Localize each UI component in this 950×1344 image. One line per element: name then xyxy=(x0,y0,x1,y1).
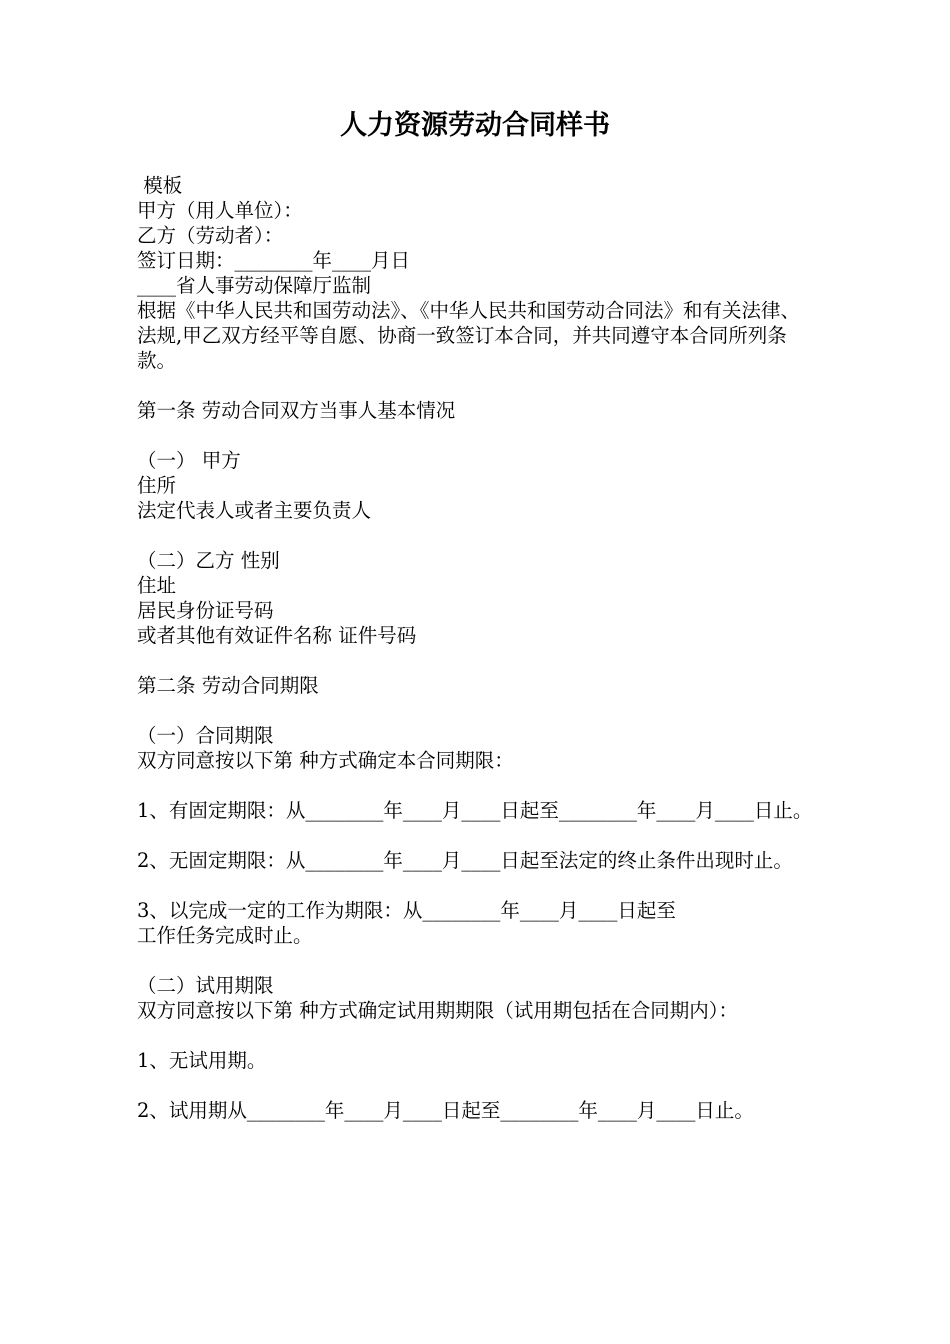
paragraph-line: 2、试用期从________年____月____日起至________年____月____日止。 xyxy=(137,1099,754,1122)
blank-line xyxy=(137,698,817,723)
paragraph-line: （二）试用期限 xyxy=(137,974,274,997)
blank-line xyxy=(137,373,817,398)
paragraph-line: 居民身份证号码 xyxy=(137,599,274,622)
paragraph-line: 第一条 劳动合同双方当事人基本情况 xyxy=(137,399,456,422)
paragraph-line: 2、无固定期限：从________年____月____日起至法定的终止条件出现时止。 xyxy=(137,849,793,872)
paragraph-line: 或者其他有效证件名称 证件号码 xyxy=(137,624,417,647)
paragraph-line: 签订日期：________年____月日 xyxy=(137,249,411,272)
paragraph-line: 1、有固定期限：从________年____月____日起至________年____月____日止。 xyxy=(137,799,813,822)
paragraph-line: 根据《中华人民共和国劳动法》、《中华人民共和国劳动合同法》和有关法律、法规,甲乙双方经平等自愿、协商一致签订本合同，并共同遵守本合同所列条款。 xyxy=(137,299,801,372)
blank-line xyxy=(137,1023,817,1048)
blank-line xyxy=(137,873,817,898)
blank-line xyxy=(137,823,817,848)
paragraph-line: 1、无试用期。 xyxy=(137,1049,267,1072)
paragraph-line: 甲方（用人单位）： xyxy=(137,199,303,222)
blank-line xyxy=(137,648,817,673)
blank-line xyxy=(137,523,817,548)
paragraph-line: 模板 xyxy=(137,174,183,197)
paragraph-line: 工作任务完成时止。 xyxy=(137,924,313,947)
paragraph-line: 住址 xyxy=(137,574,177,597)
paragraph-line: 双方同意按以下第 种方式确定本合同期限： xyxy=(137,749,514,772)
paragraph-line: 第二条 劳动合同期限 xyxy=(137,674,319,697)
paragraph-line: 住所 xyxy=(137,474,177,497)
document-body xyxy=(137,173,817,1123)
paragraph-line: （一） 甲方 xyxy=(137,449,241,472)
paragraph-line: 双方同意按以下第 种方式确定试用期期限（试用期包括在合同期内）： xyxy=(137,999,738,1022)
paragraph-line: 3、以完成一定的工作为期限：从________年____月____日起至 xyxy=(137,899,676,922)
paragraph-line: 乙方（劳动者）： xyxy=(137,224,284,247)
paragraph-line: （一）合同期限 xyxy=(137,724,274,747)
blank-line xyxy=(137,948,817,973)
paragraph-line: （二）乙方 性别 xyxy=(137,549,280,572)
document-title: 人力资源劳动合同样书 xyxy=(340,110,610,141)
blank-line xyxy=(137,423,817,448)
blank-line xyxy=(137,773,817,798)
paragraph-line: ____省人事劳动保障厅监制 xyxy=(137,274,372,297)
blank-line xyxy=(137,1073,817,1098)
paragraph-line: 法定代表人或者主要负责人 xyxy=(137,499,372,522)
